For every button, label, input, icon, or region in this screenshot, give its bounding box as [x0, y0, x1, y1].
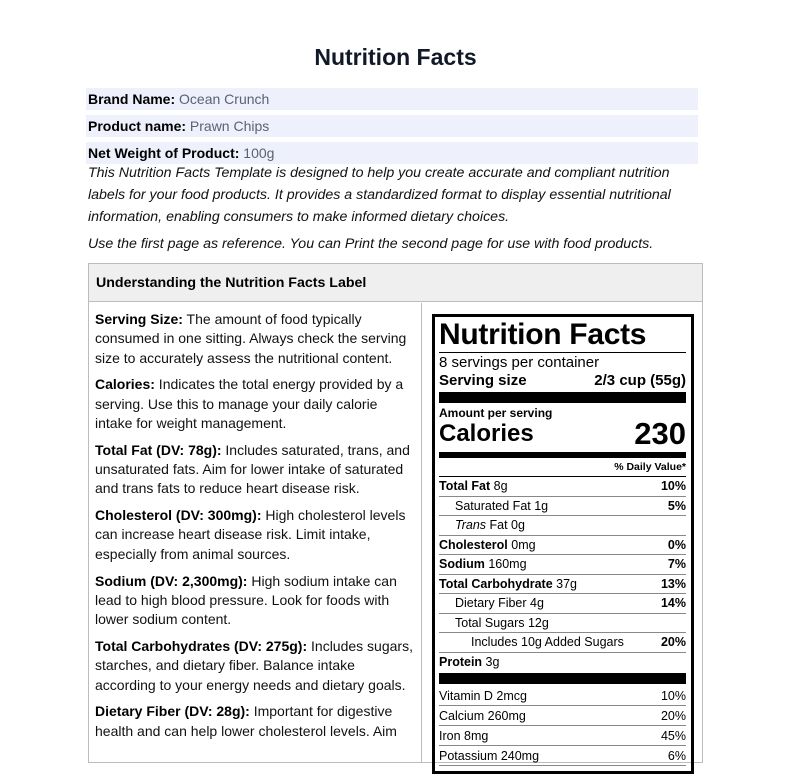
definition-term: Total Carbohydrates (DV: 275g):: [95, 637, 308, 654]
definition-text: Indicates the total energy provided by a serving. Use this to manage your daily calorie intake for weight management.: [95, 376, 404, 431]
vitamin-row: [439, 726, 686, 746]
nutrient-row: [439, 653, 686, 673]
nutrient-dv: 10%: [660, 479, 686, 493]
vitamin-row: [439, 686, 686, 706]
nutrient-row: [439, 536, 686, 556]
nutrient-dv: 20%: [660, 635, 686, 649]
vitamin-name: Calcium 260mg: [439, 709, 526, 723]
nutrient-row: [439, 555, 686, 575]
thick-divider: [439, 673, 686, 684]
nutrient-row: [439, 633, 686, 653]
calories-label: Calories: [439, 420, 534, 447]
nutrient-name: Trans: [455, 518, 487, 532]
nutrient-name: Protein: [439, 654, 483, 669]
nutrient-row: [439, 614, 686, 634]
nutrient-row: [439, 594, 686, 614]
definition-text: Includes saturated, trans, and unsaturated fats. Aim for lower intake of saturated and trans fats to reduce heart disease risk.: [95, 441, 410, 497]
vitamin-row: [439, 706, 686, 726]
vitamin-dv: 6%: [667, 749, 686, 763]
definition-item: [95, 375, 415, 433]
definition-text: Includes sugars, starches, and dietary fiber. Balance intake according to your energy needs and dietary goals.: [95, 637, 413, 693]
amount-per-serving: Amount per serving: [439, 406, 553, 420]
nutrient-row: [439, 477, 686, 497]
definition-item: [95, 702, 415, 741]
thick-divider: [439, 392, 686, 403]
definition-term: Sodium (DV: 2,300mg):: [95, 572, 248, 589]
calories-row: [439, 416, 686, 451]
nutrient-name: Sodium: [439, 557, 485, 571]
definition-term: Serving Size:: [95, 311, 183, 327]
definition-term: Dietary Fiber (DV: 28g):: [95, 703, 250, 720]
nutrient-amount: 8g: [493, 479, 508, 493]
vitamin-row: [439, 746, 686, 766]
nutrient-amount: 4g: [530, 596, 544, 610]
definition-item: [95, 572, 415, 630]
guide-box: [88, 263, 703, 763]
definition-item: [95, 637, 415, 695]
nutrient-name: Saturated Fat: [455, 498, 531, 513]
nutrient-name: Total Sugars: [455, 615, 525, 630]
nutrient-amount: 12g: [527, 615, 549, 630]
daily-value-header: % Daily Value*: [439, 460, 686, 477]
definition-item: [95, 506, 415, 564]
instruction-paragraph: Use the first page as reference. You can Print the second page for use with food products.: [88, 236, 654, 252]
label-title: Nutrition Facts: [439, 318, 647, 351]
nutrient-dv: 13%: [660, 576, 686, 591]
net-weight-value: 100g: [243, 145, 275, 161]
product-name-label: Product name:: [88, 118, 187, 134]
serving-size-value: 2/3 cup (55g): [594, 372, 686, 389]
nutrient-row: [439, 516, 686, 536]
nutrient-name: Includes 10g Added Sugars: [471, 635, 624, 649]
servings-per-container: 8 servings per container: [439, 352, 686, 371]
serving-size-row: [439, 371, 686, 390]
definition-item: [95, 441, 415, 499]
nutrient-amount: 0mg: [511, 537, 536, 552]
guide-definitions: [89, 303, 422, 763]
definition-term: Calories:: [95, 376, 155, 393]
nutrient-name: Total Fat: [439, 479, 491, 493]
nutrient-name: Total Carbohydrate: [439, 576, 553, 591]
brand-name-label: Brand Name:: [88, 91, 176, 107]
nutrient-amount: 1g: [534, 498, 549, 513]
calories-value: 230: [634, 416, 686, 451]
nutrient-amount: 3g: [485, 654, 500, 669]
definition-text: The amount of food typically consumed in one sitting. Always check the serving size to accurately assess the nutritional content.: [95, 311, 407, 366]
guide-header: Understanding the Nutrition Facts Label: [89, 264, 702, 302]
vitamin-dv: 20%: [660, 709, 686, 723]
brand-name-value: Ocean Crunch: [179, 91, 270, 107]
nutrient-dv: 7%: [667, 557, 686, 571]
nutrient-dv: 14%: [660, 596, 686, 610]
nutrient-amount: 160mg: [488, 557, 527, 571]
nutrient-row: [439, 575, 686, 595]
product-name-field: [86, 115, 698, 137]
vitamin-name: Iron 8mg: [439, 729, 489, 743]
vitamin-dv: 45%: [660, 729, 686, 743]
vitamin-name: Vitamin D 2mcg: [439, 689, 527, 703]
nutrient-name: Dietary Fiber: [455, 596, 527, 610]
medium-divider: [439, 452, 686, 458]
nutrient-dv: 5%: [667, 498, 686, 513]
nutrient-amount: Fat 0g: [489, 518, 525, 532]
vitamin-dv: 10%: [660, 689, 686, 703]
intro-paragraph: This Nutrition Facts Template is designed to help you create accurate and compliant nutrition labels for your food products. It provides a standardized format to display essential nutritional information, enabling consumers to make informed dietary choices.: [88, 165, 671, 225]
nutrient-dv: 0%: [667, 537, 686, 552]
brand-name-field: [86, 88, 698, 110]
definition-item: [95, 310, 415, 368]
nutrition-label: [432, 314, 694, 774]
nutrient-row: [439, 497, 686, 517]
serving-size-label: Serving size: [439, 372, 527, 389]
definition-text: High cholesterol levels can increase heart disease risk. Limit intake, especially from animal sources.: [95, 507, 406, 562]
page-title: Nutrition Facts: [314, 44, 477, 70]
net-weight-field: [86, 142, 698, 164]
definition-text: Important for digestive health and can help lower cholesterol levels. Aim: [95, 703, 397, 739]
product-name-value: Prawn Chips: [189, 118, 270, 134]
definition-term: Cholesterol (DV: 300mg):: [95, 507, 262, 524]
net-weight-label: Net Weight of Product:: [88, 145, 240, 161]
nutrient-amount: 37g: [556, 576, 578, 591]
nutrient-name: Cholesterol: [439, 537, 508, 552]
definition-text: High sodium intake can lead to high blood pressure. Look for foods with lower sodium content.: [95, 572, 397, 628]
definition-term: Total Fat (DV: 78g):: [95, 441, 222, 458]
vitamin-name: Potassium 240mg: [439, 749, 540, 763]
